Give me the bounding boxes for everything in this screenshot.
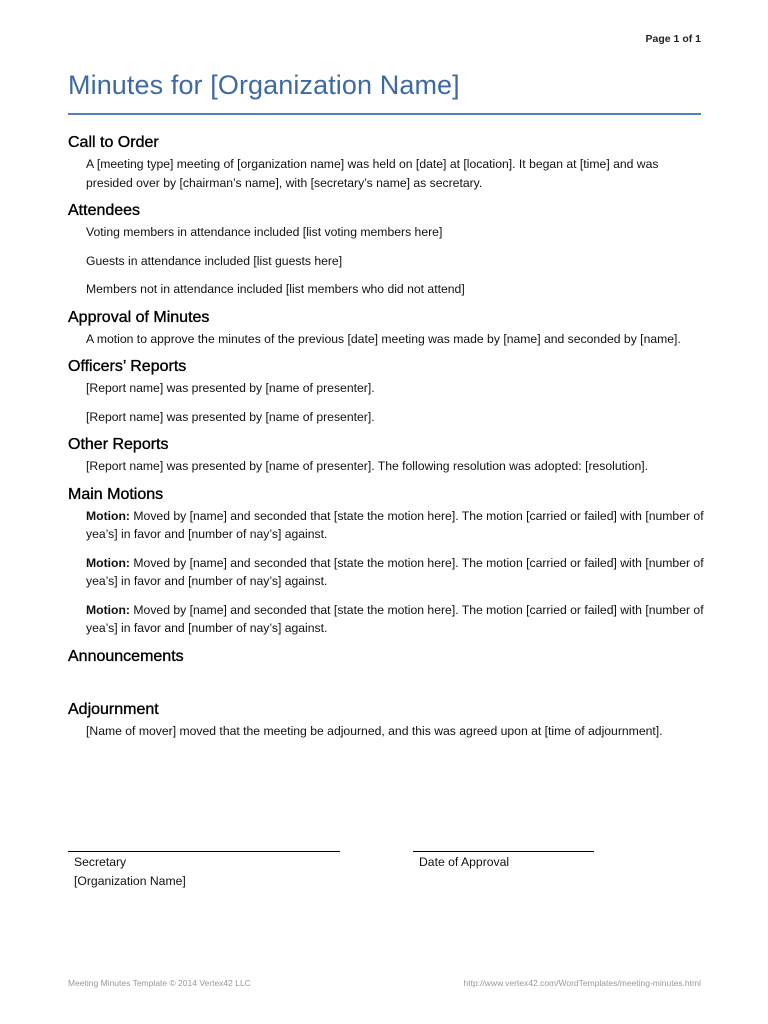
page-title: Minutes for [Organization Name] [68, 70, 460, 100]
section-heading: Officers’ Reports [68, 358, 187, 375]
section-text: A [meeting type] meeting of [organization name] was held on [date] at [location]. It began at [time] and was presided over by [chairman’s name], with [secretary’s name] as secretary. [86, 157, 659, 190]
motion-label: Motion: [86, 508, 130, 523]
section-adjournment [68, 700, 708, 741]
footer-copyright: Meeting Minutes Template © 2014 Vertex42 LLC [68, 978, 251, 988]
attendees-absent: Members not in attendance included [list members who did not attend] [86, 282, 465, 296]
section-main-motions [68, 485, 708, 638]
section-heading: Main Motions [68, 485, 164, 503]
motion-text: Moved by [name] and seconded that [state the motion here]. The motion [carried or failed] with [number of yea’s] in favor and [number of nay’s] against. [86, 508, 704, 541]
footer-url[interactable]: http://www.vertex42.com/WordTemplates/meeting-minutes.html [463, 978, 701, 988]
approval-date-signature-line [413, 851, 594, 871]
section-approval-of-minutes [68, 308, 708, 349]
motion-item [86, 507, 708, 544]
secretary-signature-line [68, 851, 340, 890]
report-line: [Report name] was presented by [name of presenter]. [86, 381, 375, 395]
secretary-label: Secretary [74, 855, 127, 869]
section-call-to-order [68, 133, 708, 192]
section-text: [Report name] was presented by [name of presenter]. The following resolution was adopted: [resolution]. [86, 459, 649, 473]
organization-name: [Organization Name] [74, 874, 186, 888]
attendees-voting: Voting members in attendance included [list voting members here] [86, 225, 443, 239]
section-heading: Attendees [68, 202, 141, 219]
date-of-approval-label: Date of Approval [419, 855, 510, 869]
motion-text: Moved by [name] and seconded that [state the motion here]. The motion [carried or failed] with [number of yea’s] in favor and [number of nay’s] against. [86, 602, 704, 635]
minutes-body [68, 133, 708, 749]
section-heading: Announcements [68, 647, 184, 665]
section-announcements [68, 647, 708, 691]
section-officers-reports [68, 357, 708, 426]
section-text: [Name of mover] moved that the meeting be adjourned, and this was agreed upon at [time of adjournment]. [86, 723, 663, 738]
section-attendees [68, 201, 708, 299]
motion-label: Motion: [86, 602, 130, 617]
report-line: [Report name] was presented by [name of presenter]. [86, 409, 375, 424]
motion-label: Motion: [86, 555, 130, 570]
title-divider [68, 113, 701, 115]
attendees-guests: Guests in attendance included [list guests here] [86, 253, 343, 268]
motion-item [86, 554, 708, 591]
section-heading: Other Reports [68, 436, 169, 453]
section-heading: Approval of Minutes [68, 308, 210, 326]
page-number: Page 1 of 1 [645, 33, 701, 45]
section-heading: Adjournment [68, 700, 159, 718]
section-text: A motion to approve the minutes of the previous [date] meeting was made by [name] and seconded by [name]. [86, 331, 681, 346]
section-heading: Call to Order [68, 134, 159, 151]
motion-item [86, 601, 708, 638]
motion-text: Moved by [name] and seconded that [state the motion here]. The motion [carried or failed] with [number of yea’s] in favor and [number of nay’s] against. [86, 555, 704, 588]
section-other-reports [68, 435, 708, 476]
